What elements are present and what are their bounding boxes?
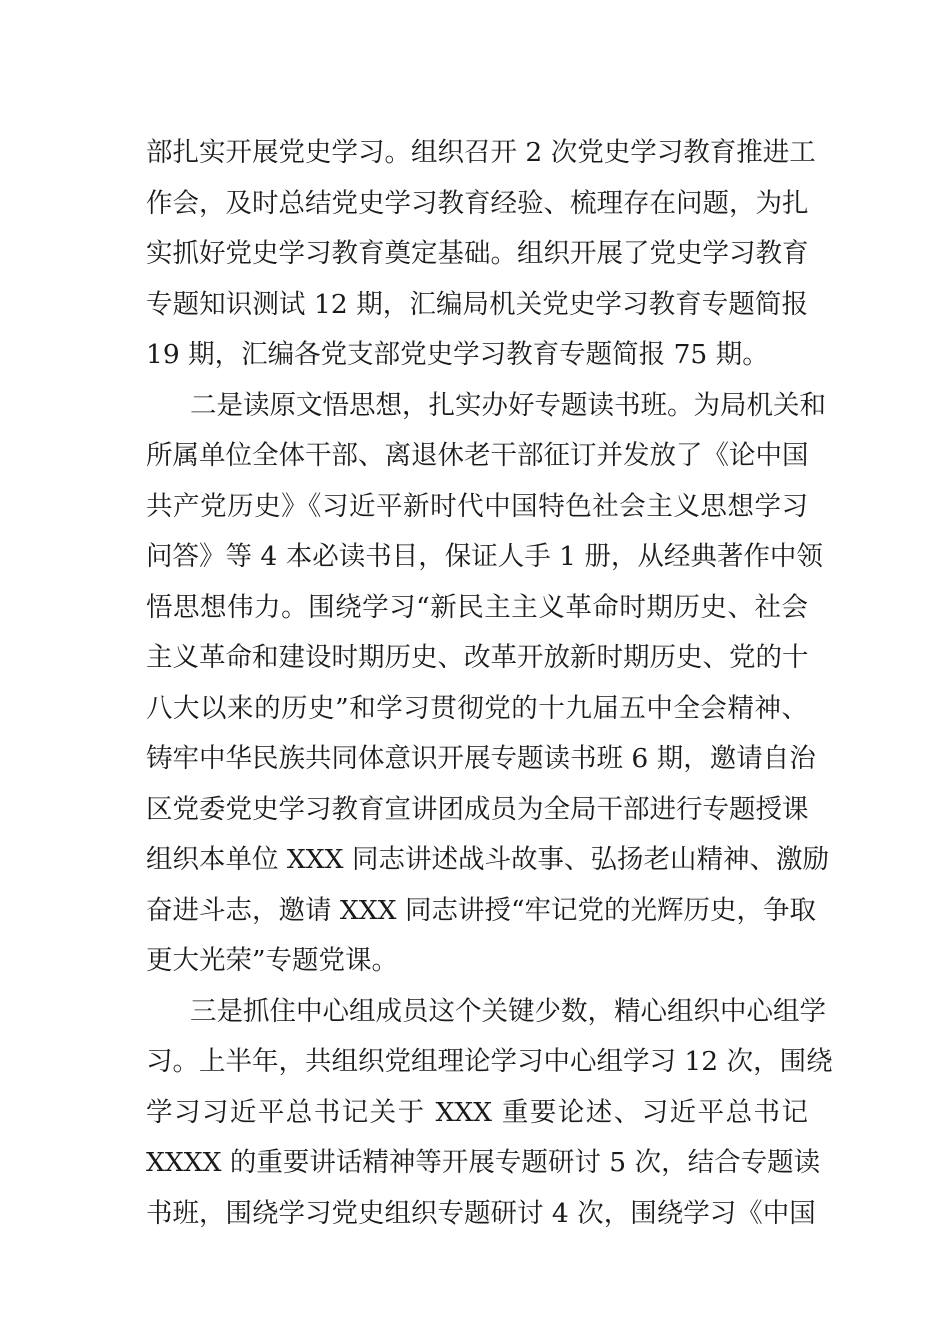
text-line: 19 期，汇编各党支部党史学习教育专题简报 75 期。 — [146, 339, 769, 370]
text-line: 所属单位全体干部、离退休老干部征订并发放了《论中国 — [146, 440, 809, 471]
text-line: 学习习近平总书记关于 XXX 重要论述、习近平总书记 — [146, 1096, 808, 1128]
text-line: 区党委党史学习教育宣讲团成员为全局干部进行专题授课 — [146, 793, 809, 825]
text-line: 实抓好党史学习教育奠定基础。组织开展了党史学习教育 — [146, 238, 809, 269]
text-line: 部扎实开展党史学习。组织召开 2 次党史学习教育推进工 — [146, 137, 816, 168]
text-line: 奋进斗志，邀请 XXX 同志讲授“牢记党的光辉历史，争取 — [146, 894, 816, 926]
text-line: 作会，及时总结党史学习教育经验、梳理存在问题，为扎 — [146, 187, 809, 219]
text-line: 共产党历史》《习近平新时代中国特色社会主义思想学习 — [146, 490, 808, 522]
text-line: 八大以来的历史”和学习贯彻党的十九届五中全会精神、 — [146, 692, 808, 724]
text-line: 主义革命和建设时期历史、改革开放新时期历史、党的十 — [146, 642, 809, 673]
text-line: 更大光荣”专题党课。 — [146, 945, 399, 976]
text-line: 铸牢中华民族共同体意识开展专题读书班 6 期，邀请自治 — [146, 743, 816, 774]
text-line: 悟思想伟力。围绕学习“新民主主义革命时期历史、社会 — [146, 591, 808, 623]
paragraph-first-line: 二是读原文悟思想，扎实办好专题读书班。为局机关和 — [190, 389, 826, 421]
text-line: 专题知识测试 12 期，汇编局机关党史学习教育专题简报 — [146, 288, 808, 320]
text-line: 问答》等 4 本必读书目，保证人手 1 册，从经典著作中领 — [146, 541, 823, 572]
text-line: 组织本单位 XXX 同志讲述战斗故事、弘扬老山精神、激励 — [146, 844, 829, 875]
document-body — [146, 128, 833, 1239]
text-line: 书班，围绕学习党史组织专题研讨 4 次，围绕学习《中国 — [146, 1197, 816, 1229]
paragraph-first-line: 三是抓住中心组成员这个关键少数，精心组织中心组学 — [190, 995, 826, 1027]
text-line: XXXX 的重要讲话精神等开展专题研讨 5 次，结合专题读 — [146, 1147, 821, 1178]
text-line: 习。上半年，共组织党组理论学习中心组学习 12 次，围绕 — [146, 1046, 833, 1077]
